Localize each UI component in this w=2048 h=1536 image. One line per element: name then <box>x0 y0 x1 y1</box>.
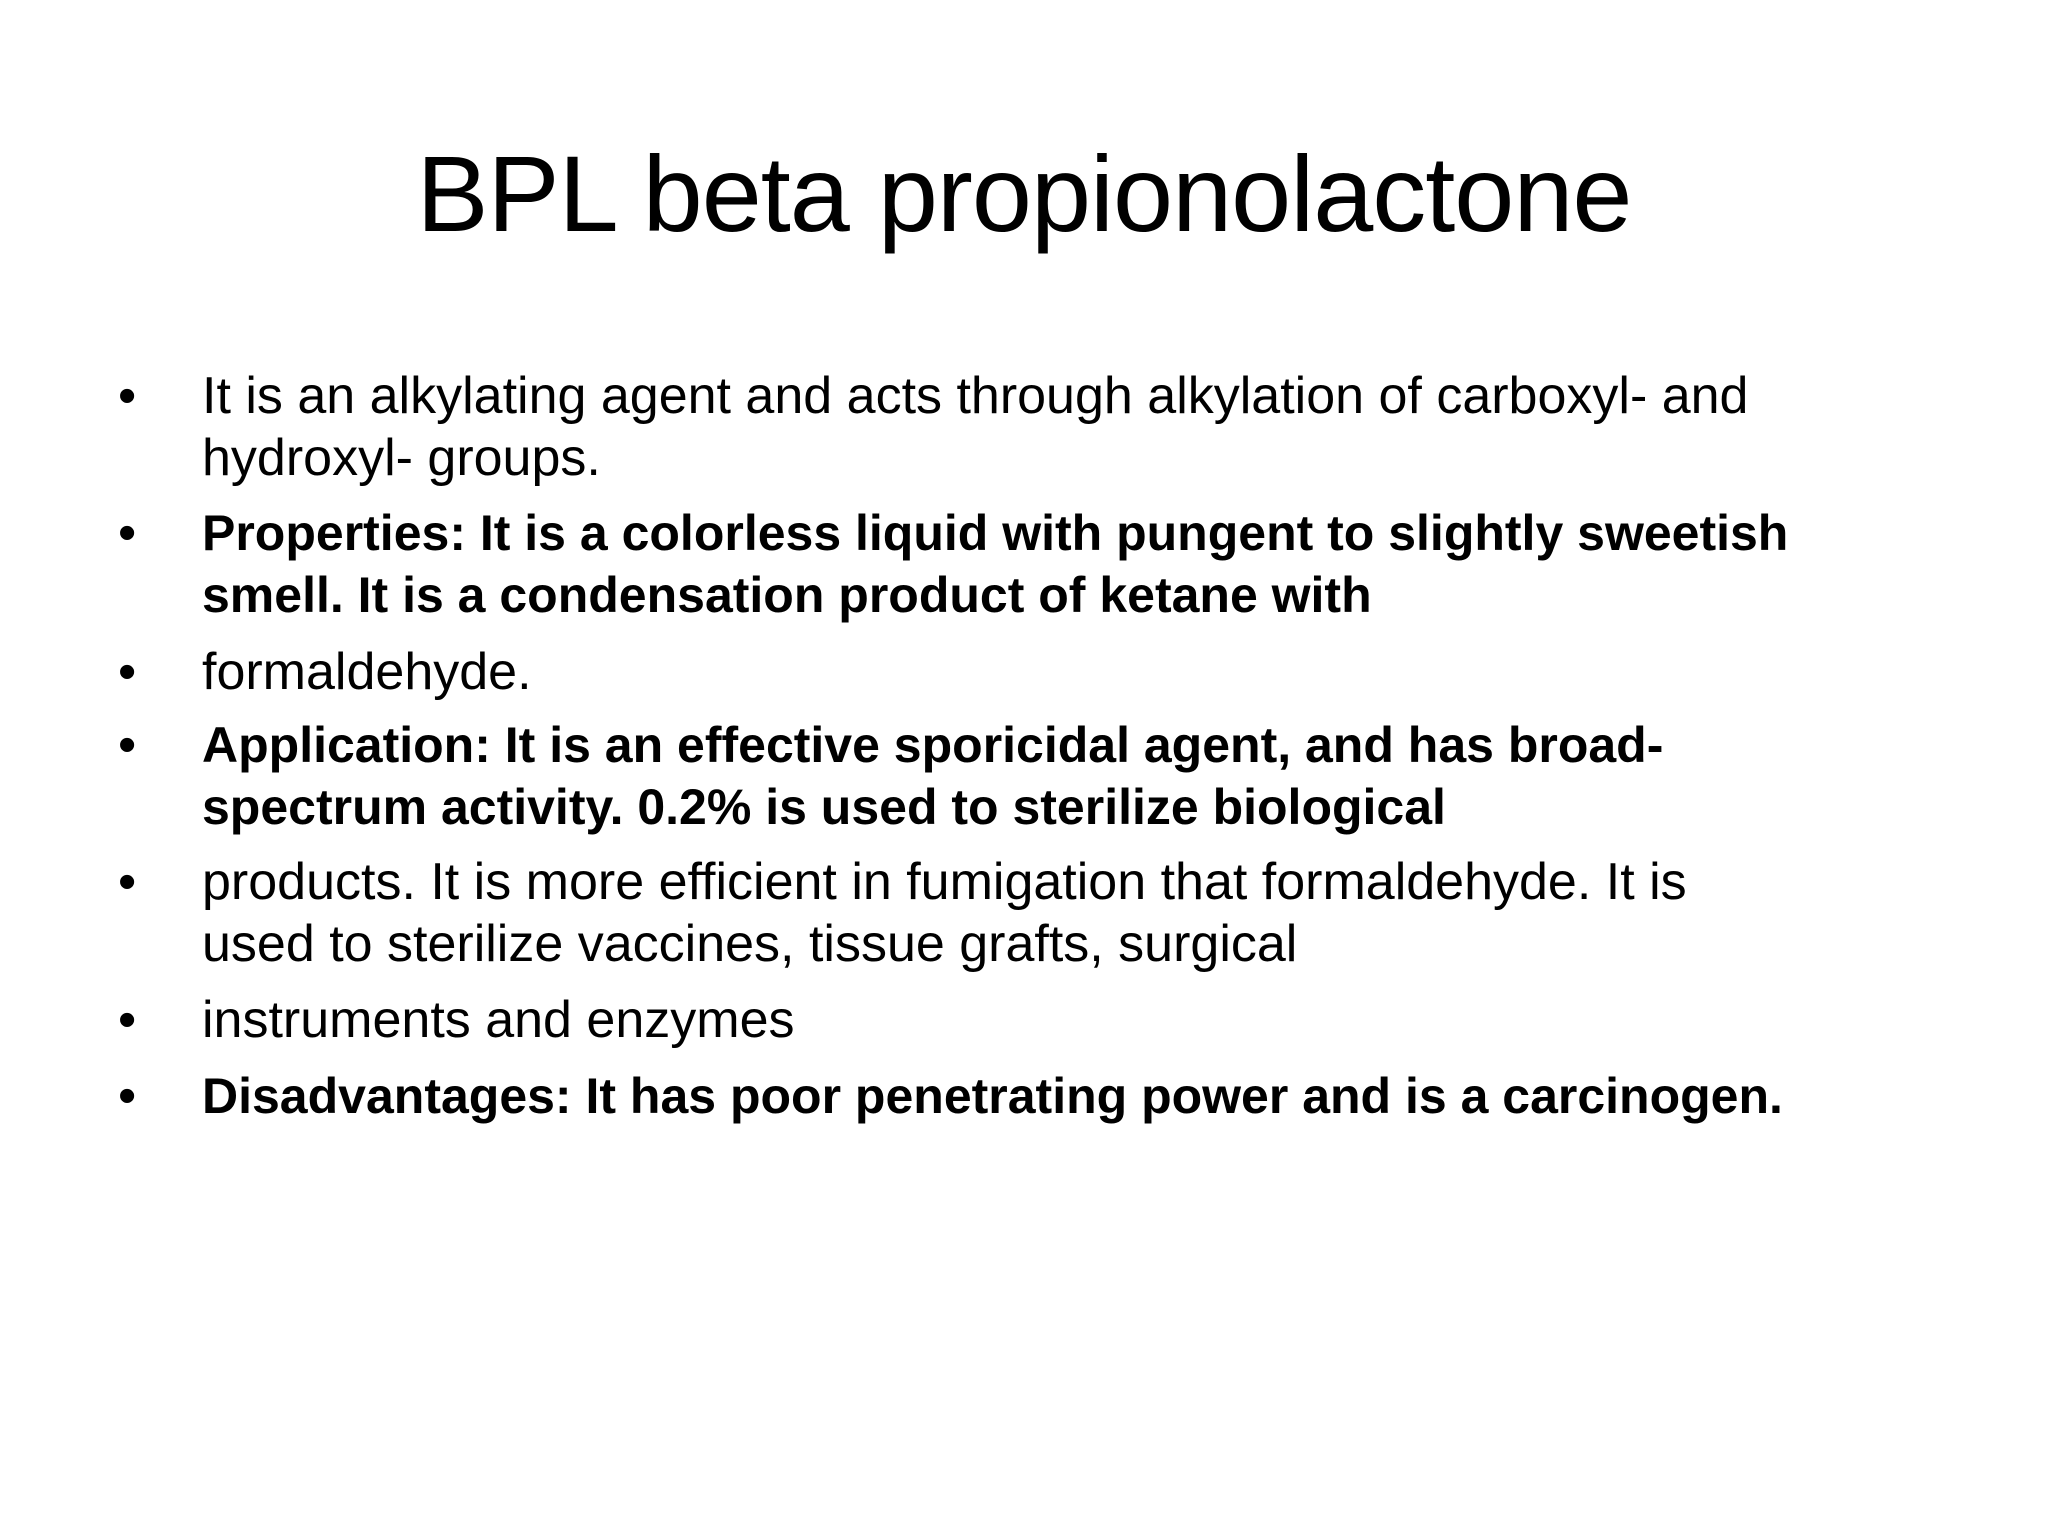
bullet-dot-icon: • <box>118 367 137 425</box>
bullet-line: used to sterilize vaccines, tissue grafts, surgical <box>202 915 1298 973</box>
bullet-line: smell. It is a condensation product of ketane with <box>202 567 1372 623</box>
bullet-line: instruments and enzymes <box>202 991 795 1049</box>
bullet-dot-icon: • <box>118 853 137 911</box>
bullet-line: Disadvantages: It has poor penetrating power and is a carcinogen. <box>202 1068 1783 1124</box>
bullet-text <box>202 989 1942 1051</box>
bullet-text <box>202 365 1942 489</box>
bullet-line: Properties: It is a colorless liquid with pungent to slightly sweetish <box>202 505 1789 561</box>
bullet-dot-icon: • <box>118 991 137 1049</box>
bullet-line: spectrum activity. 0.2% is used to sterilize biological <box>202 779 1446 835</box>
bullet-text <box>202 641 1942 703</box>
bullet-dot-icon: • <box>118 504 137 562</box>
slide-title: BPL beta propionolactone <box>416 133 1632 254</box>
bullet-line: hydroxyl- groups. <box>202 429 601 487</box>
bullet-line: formaldehyde. <box>202 643 532 701</box>
bullet-text <box>202 714 1942 838</box>
bullet-line: products. It is more efficient in fumigation that formaldehyde. It is <box>202 853 1687 911</box>
bullet-text <box>202 502 1942 626</box>
bullet-text <box>202 1065 1942 1127</box>
bullet-dot-icon: • <box>118 716 137 774</box>
bullet-text <box>202 851 1942 975</box>
bullet-line: It is an alkylating agent and acts through alkylation of carboxyl- and <box>202 367 1749 425</box>
bullet-line: Application: It is an effective sporicidal agent, and has broad- <box>202 717 1664 773</box>
bullet-dot-icon: • <box>118 643 137 701</box>
bullet-dot-icon: • <box>118 1067 137 1125</box>
